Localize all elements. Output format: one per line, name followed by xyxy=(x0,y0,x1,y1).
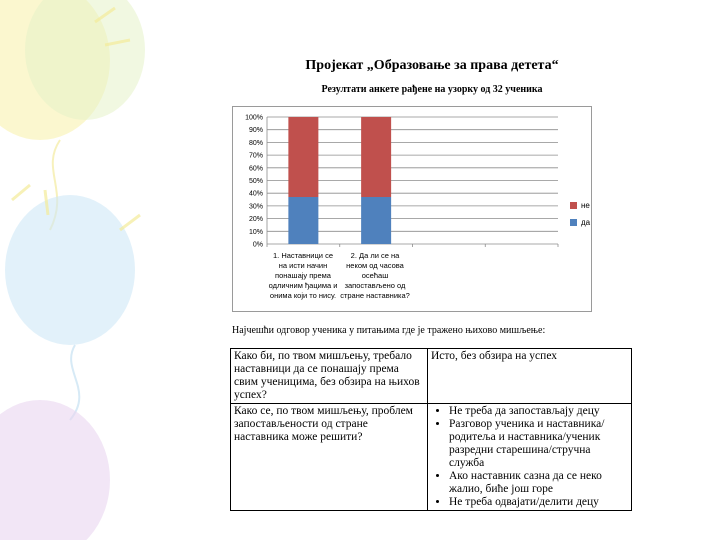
y-tick-label: 100% xyxy=(245,114,263,122)
legend-label-da: да xyxy=(581,218,591,227)
chart-legend xyxy=(570,201,590,235)
table-row xyxy=(231,404,632,511)
bar-ne-2 xyxy=(361,117,391,197)
y-tick-label: 0% xyxy=(252,241,263,249)
y-tick-label: 40% xyxy=(248,190,263,198)
list-item: • Ако наставник сазна да се неко жалио, биће још горе xyxy=(449,470,628,496)
bar-da-2 xyxy=(361,197,391,244)
purple-balloon xyxy=(0,400,110,540)
chart-container xyxy=(232,106,592,312)
blue-balloon xyxy=(5,195,135,420)
y-tick-label: 60% xyxy=(248,165,263,173)
category-label-2: 2. Да ли се на неком од часова осећаш запостављено од стране наставника? xyxy=(340,251,410,300)
list-item: • Не треба одвајати/делити децу xyxy=(449,496,628,509)
legend-item-da xyxy=(570,218,590,227)
page-title: Пројекат „Образовање за права детета“ xyxy=(305,58,559,73)
y-tick-label: 20% xyxy=(248,216,263,224)
answer-cell xyxy=(428,404,632,511)
y-tick-label: 50% xyxy=(248,178,263,185)
y-tick-label: 90% xyxy=(248,127,263,135)
legend-swatch-da xyxy=(570,219,577,226)
legend-swatch-ne xyxy=(570,202,577,209)
page-subtitle: Резултати анкете рађене на узорку од 32 ученика xyxy=(321,84,543,95)
category-label-1: 1. Наставници се на исти начин понашају према одличним ђацима и онима који то нису. xyxy=(268,251,338,300)
y-tick-label: 10% xyxy=(248,228,263,236)
question-cell: Како се, по твом мишљењу, проблем запостављености од стране наставника може решити? xyxy=(231,404,428,511)
question-cell: Како би, по твом мишљењу, требало наставници да се понашају према свим ученицима, без обзира на њихов успех? xyxy=(231,349,428,404)
y-tick-label: 30% xyxy=(248,203,263,211)
y-tick-label: 70% xyxy=(248,152,263,160)
bar-da-1 xyxy=(288,197,318,244)
legend-item-ne xyxy=(570,201,590,210)
list-item: • Разговор ученика и наставника/родитеља и наставника/ученик разредни старешина/стручна служба xyxy=(449,418,628,470)
answer-list xyxy=(431,405,628,509)
list-item: • Не треба да запостављају децу xyxy=(449,405,628,418)
legend-label-ne: не xyxy=(581,201,590,210)
bar-ne-1 xyxy=(288,117,318,197)
answer-cell: Исто, без обзира на успех xyxy=(428,349,632,404)
answers-table xyxy=(230,348,632,511)
table-row xyxy=(231,349,632,404)
y-tick-label: 80% xyxy=(248,139,263,147)
answers-note: Најчешћи одговор ученика у питањима где је тражено њихово мишљење: xyxy=(232,325,546,336)
